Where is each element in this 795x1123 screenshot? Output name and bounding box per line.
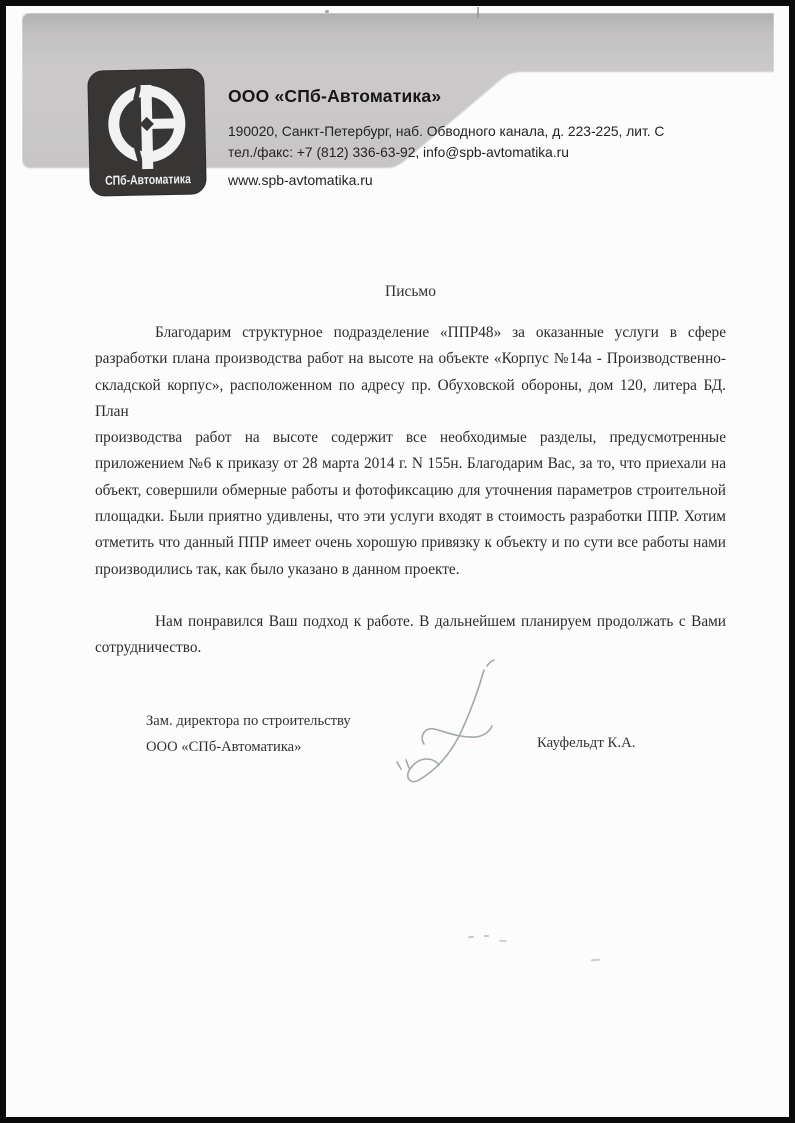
paragraph-line: Благодарим структурное подразделение «ППР48» за оказанные услуги в сфере <box>155 324 726 341</box>
letter-paragraph-2 <box>95 609 726 662</box>
scan-artifact-speck <box>468 936 474 939</box>
scan-artifact-speck <box>484 935 489 937</box>
signer-position-line1: Зам. директора по строительству <box>146 713 351 729</box>
company-name: ООО «СПб-Автоматика» <box>228 86 442 106</box>
scan-artifact-speck <box>591 959 600 962</box>
paragraph-line: Нам понравился Ваш подход к работе. В дальнейшем планируем продолжать с Вами <box>155 612 726 630</box>
company-address-phone <box>228 121 688 163</box>
signer-name: Кауфельдт К.А. <box>537 735 636 751</box>
paragraph-line: объект, совершили обмерные работы и фотофиксацию для уточнения параметров строительной <box>95 481 726 499</box>
paragraph-line: складской корпус», расположенном по адресу пр. Обуховской обороны, дом 120, литера БД. План <box>95 376 726 420</box>
paragraph-line: производства работ на высоте содержит все необходимые разделы, предусмотренные <box>95 429 726 447</box>
signer-position-line2: ООО «СПб-Автоматика» <box>146 739 302 755</box>
paragraph-line: сотрудничество. <box>95 639 202 657</box>
paragraph-line: разработки плана производства работ на высоте на объекте «Корпус №14а - Производственно- <box>95 350 726 368</box>
letter-title: Письмо <box>385 283 436 300</box>
paragraph-line: площадки. Были приятно удивлены, что эти услуги входят в стоимость разработки ППР. Хотим <box>95 508 726 526</box>
letter-page <box>6 6 789 1117</box>
paragraph-line: приложением №6 к приказу от 28 марта 2014 г. N 155н. Благодарим Вас, за то, что приехали на <box>95 455 726 473</box>
logo-label: СПб-Автоматика <box>105 172 191 189</box>
scan-artifact-speck <box>499 940 507 943</box>
scan-artifact-tick <box>477 7 479 18</box>
company-phone-email: тел./факс: +7 (812) 336-63-92, info@spb-avtomatika.ru <box>228 145 569 160</box>
paragraph-line: отметить что данный ППР имеет очень хорошую привязку к объекту и по сути все работы нами <box>95 534 726 552</box>
company-website: www.spb-avtomatika.ru <box>228 172 373 188</box>
handwritten-signature <box>378 656 528 806</box>
company-address: 190020, Санкт-Петербург, наб. Обводного канала, д. 223-225, лит. С <box>228 124 665 139</box>
scan-artifact-tick <box>325 10 329 13</box>
letter-paragraph-1 <box>95 320 726 583</box>
paragraph-line: производились так, как было указано в данном проекте. <box>95 560 460 578</box>
letter-body <box>95 281 726 662</box>
letterhead-info <box>228 86 688 188</box>
company-logo <box>87 68 208 197</box>
